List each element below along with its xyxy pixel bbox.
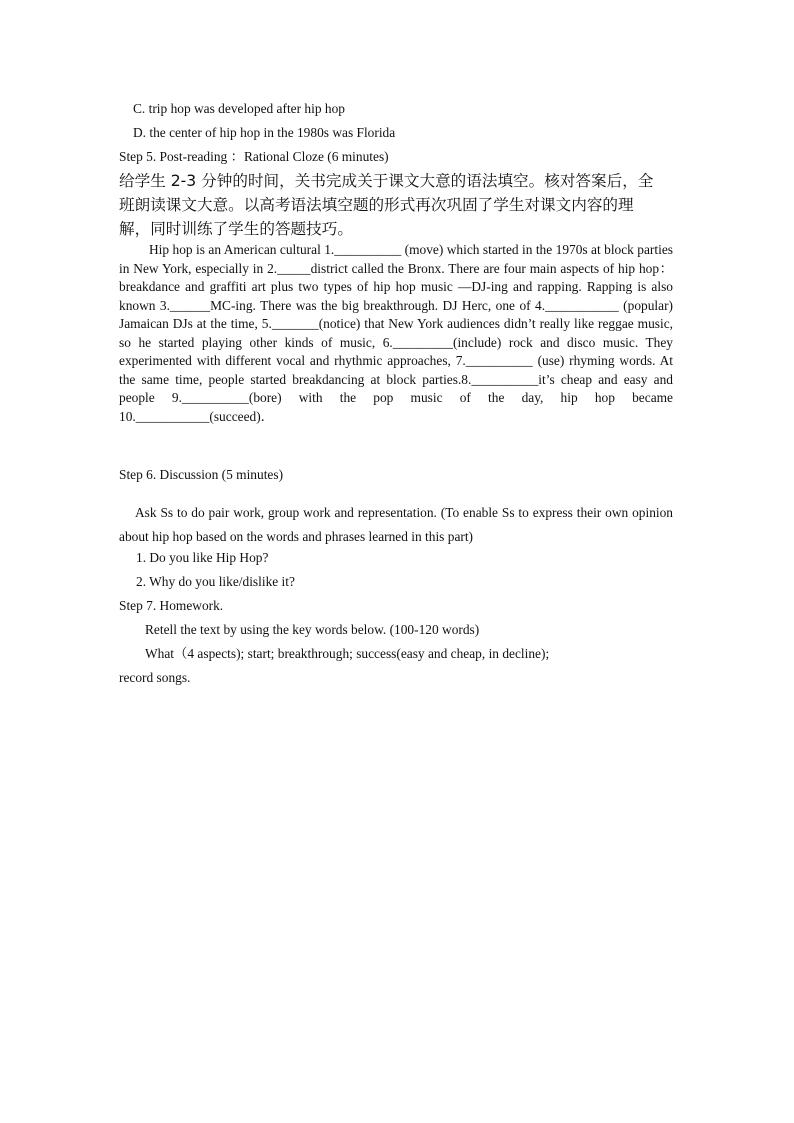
step5-chinese-line-2: 班朗读课文大意。以高考语法填空题的形式再次巩固了学生对课文内容的理: [119, 196, 634, 214]
option-c: C. trip hop was developed after hip hop: [133, 101, 345, 116]
step6-heading: Step 6. Discussion (5 minutes): [119, 467, 284, 482]
homework-keywords: What（4 aspects); start; breakthrough; success(easy and cheap, in decline);: [145, 646, 550, 661]
step6-instruction: Ask Ss to do pair work, group work and representation. (To enable Ss to express their own opinion about hip hop based on the words and phrases learned in this part): [119, 505, 673, 544]
step5-chinese-line-1: 给学生 2-3 分钟的时间，关书完成关于课文大意的语法填空。核对答案后，全: [119, 172, 654, 190]
homework-task: Retell the text by using the key words below. (100-120 words): [145, 622, 480, 637]
cloze-passage: [119, 241, 673, 426]
step5-heading: Step 5. Post-reading ：Rational Cloze (6 minutes): [119, 149, 389, 164]
step5-chinese-line-3: 解，同时训练了学生的答题技巧。: [119, 220, 353, 238]
cloze-text: Hip hop is an American cultural 1.__________ (move) which started in the 1970s at block parties in New York, especially in 2._____district called the Bronx. There are four main aspects of hip hop：breakdance and graffiti art plus two types of hip hop music —DJ-ing and rapping. Rapping is also known 3.______MC-ing. There was the big breakthrough. DJ Herc, one of 4.___________ (popular) Jamaican DJs at the time, 5._______(notice) that New York audiences didn’t really like reggae music, so he started playing other kinds of music, 6._________(include) rock and disco music. They experimented with different vocal and rhythmic approaches, 7.__________ (use) rhyming words. At the same time, people started breakdancing at block parties.8.__________it’s cheap and easy and people 9.__________(bore) with the pop music of the day, hip hop became 10.___________(succeed)．: [119, 242, 673, 424]
question-2: 2. Why do you like/dislike it?: [136, 574, 295, 589]
option-d: D. the center of hip hop in the 1980s was Florida: [133, 125, 396, 140]
homework-keywords-cont: record songs.: [119, 670, 191, 685]
step7-heading: Step 7. Homework.: [119, 598, 224, 613]
question-1: 1. Do you like Hip Hop?: [136, 550, 269, 565]
step6-instruction-block: [119, 501, 673, 549]
